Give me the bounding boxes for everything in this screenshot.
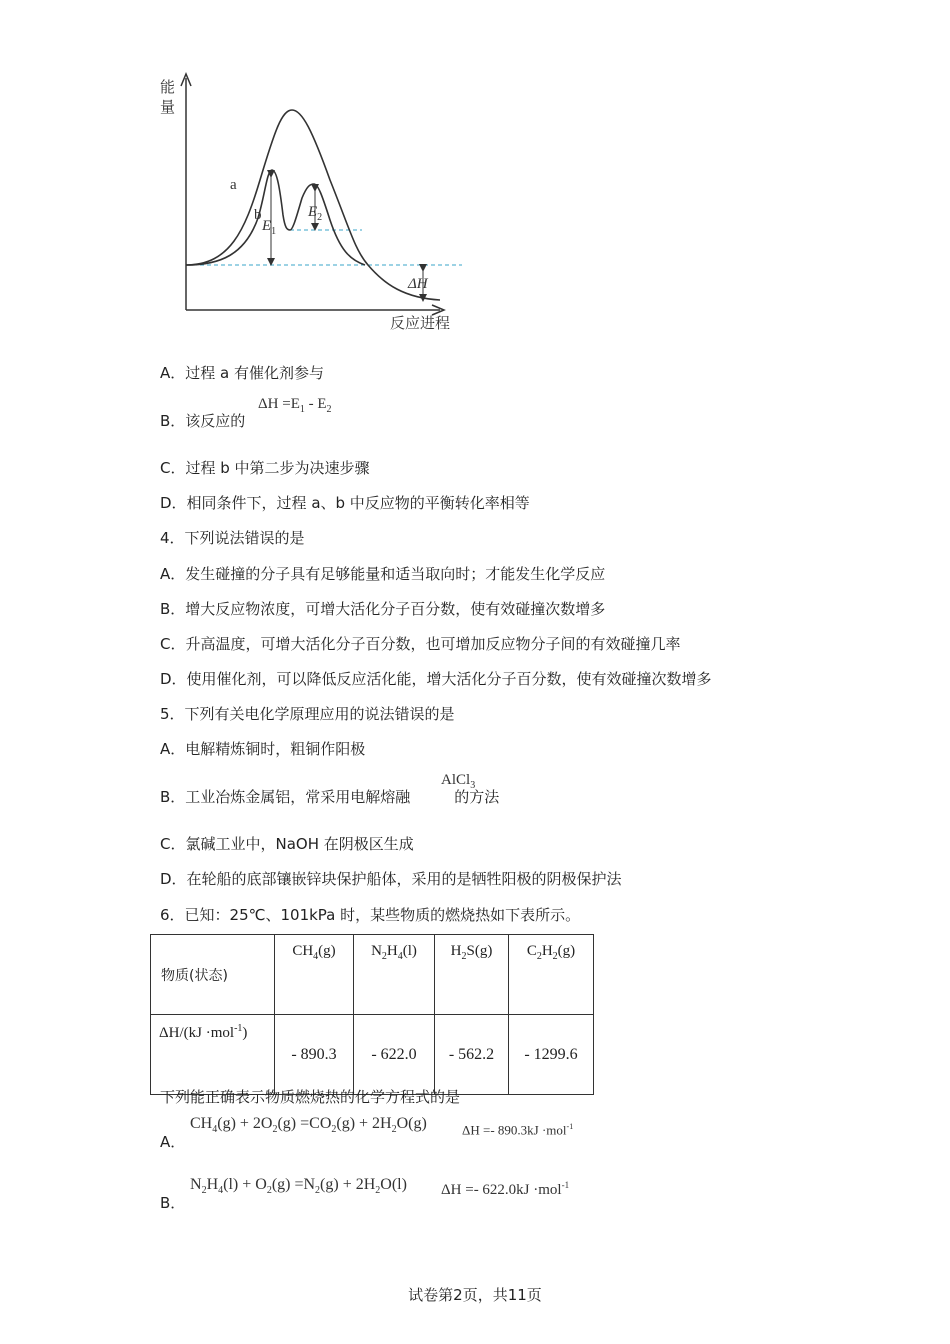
- q5-option-a: A．电解精炼铜时，粗铜作阳极: [160, 740, 366, 758]
- table-header-row: [151, 935, 594, 1015]
- q3-option-b-prefix: B．该反应的: [160, 412, 246, 430]
- y-axis-label-bottom: 量: [160, 98, 176, 116]
- q6-option-b-equation: $N_2H_4(l) + O_2(g) =N_2(g) + 2H_2O(l)$: [190, 1176, 407, 1197]
- q3-option-b-formula: $\Delta H =E_1 - E_2$: [258, 396, 332, 415]
- table-header-ch4: $CH_4(g)$: [275, 935, 354, 1015]
- q4-option-d: D．使用催化剂，可以降低反应活化能，增大活化分子百分数，使有效碰撞次数增多: [160, 670, 712, 688]
- q5-option-b-formula: AlCl$_3$: [441, 772, 476, 791]
- table-cell-c2h2-dh: - 1299.6: [509, 1015, 594, 1095]
- table-cell-n2h4-dh: - 622.0: [354, 1015, 435, 1095]
- q3-option-a: A．过程 a 有催化剂参与: [160, 364, 324, 382]
- combustion-heat-table: [150, 934, 594, 1095]
- energy-profile-diagram: [150, 70, 480, 345]
- q4-option-b: B．增大反应物浓度，可增大活化分子百分数，使有效碰撞次数增多: [160, 600, 606, 618]
- table-header-n2h4: $N_2H_4(l)$: [354, 935, 435, 1015]
- table-header-h2s: $H_2S(g)$: [435, 935, 509, 1015]
- q4-option-a: A．发生碰撞的分子具有足够能量和适当取向时；才能发生化学反应: [160, 565, 606, 583]
- q4-stem: 4．下列说法错误的是: [160, 529, 305, 547]
- x-axis-label: 反应进程: [390, 314, 451, 332]
- q6-stem: 6．已知：25℃、101kPa 时，某些物质的燃烧热如下表所示。: [160, 906, 581, 924]
- table-value-row: [151, 1015, 594, 1095]
- y-axis-label-top: 能: [160, 78, 176, 96]
- q6-option-a-equation: $CH_4(g) + 2O_2(g) =CO_2(g) + 2H_2O(g)$: [190, 1115, 427, 1136]
- table-row-label-substance: 物质(状态): [151, 935, 275, 1015]
- q5-option-d: D．在轮船的底部镶嵌锌块保护船体，采用的是牺牲阳极的阴极保护法: [160, 870, 622, 888]
- e1-label: $E_1$: [262, 218, 277, 237]
- table-row-label-dh: ΔH/(kJ ·mol$^{-1}$): [151, 1015, 275, 1095]
- dh-label: ΔH: [408, 276, 428, 292]
- table-cell-h2s-dh: - 562.2: [435, 1015, 509, 1095]
- q5-stem: 5．下列有关电化学原理应用的说法错误的是: [160, 705, 455, 723]
- page-footer: 试卷第2页，共11页: [408, 1286, 542, 1304]
- q3-option-d: D．相同条件下，过程 a、b 中反应物的平衡转化率相等: [160, 494, 530, 512]
- e2-label: $E_2$: [308, 204, 323, 223]
- curve-b-label: b: [254, 207, 262, 223]
- q5-option-b-suffix: 的方法: [454, 788, 500, 806]
- q6-option-b-letter: B．: [160, 1194, 186, 1212]
- q6-question: 下列能正确表示物质燃烧热的化学方程式的是: [160, 1088, 461, 1106]
- q6-option-a-enthalpy: ΔH =- 890.3kJ ·mol$^{-1}$: [462, 1122, 574, 1138]
- curve-a-label: a: [230, 177, 237, 193]
- q3-option-c: C．过程 b 中第二步为决速步骤: [160, 459, 370, 477]
- curve-b: [186, 170, 365, 265]
- q4-option-c: C．升高温度，可增大活化分子百分数，也可增加反应物分子间的有效碰撞几率: [160, 635, 681, 653]
- q5-option-c: C．氯碱工业中，NaOH 在阴极区生成: [160, 835, 414, 853]
- q5-option-b-prefix: B．工业冶炼金属铝，常采用电解熔融: [160, 788, 411, 806]
- q6-option-a-letter: A．: [160, 1133, 186, 1151]
- table-header-c2h2: $C_2H_2(g)$: [509, 935, 594, 1015]
- table-cell-ch4-dh: - 890.3: [275, 1015, 354, 1095]
- q6-option-b-enthalpy: ΔH =- 622.0kJ ·mol$^{-1}$: [441, 1180, 570, 1198]
